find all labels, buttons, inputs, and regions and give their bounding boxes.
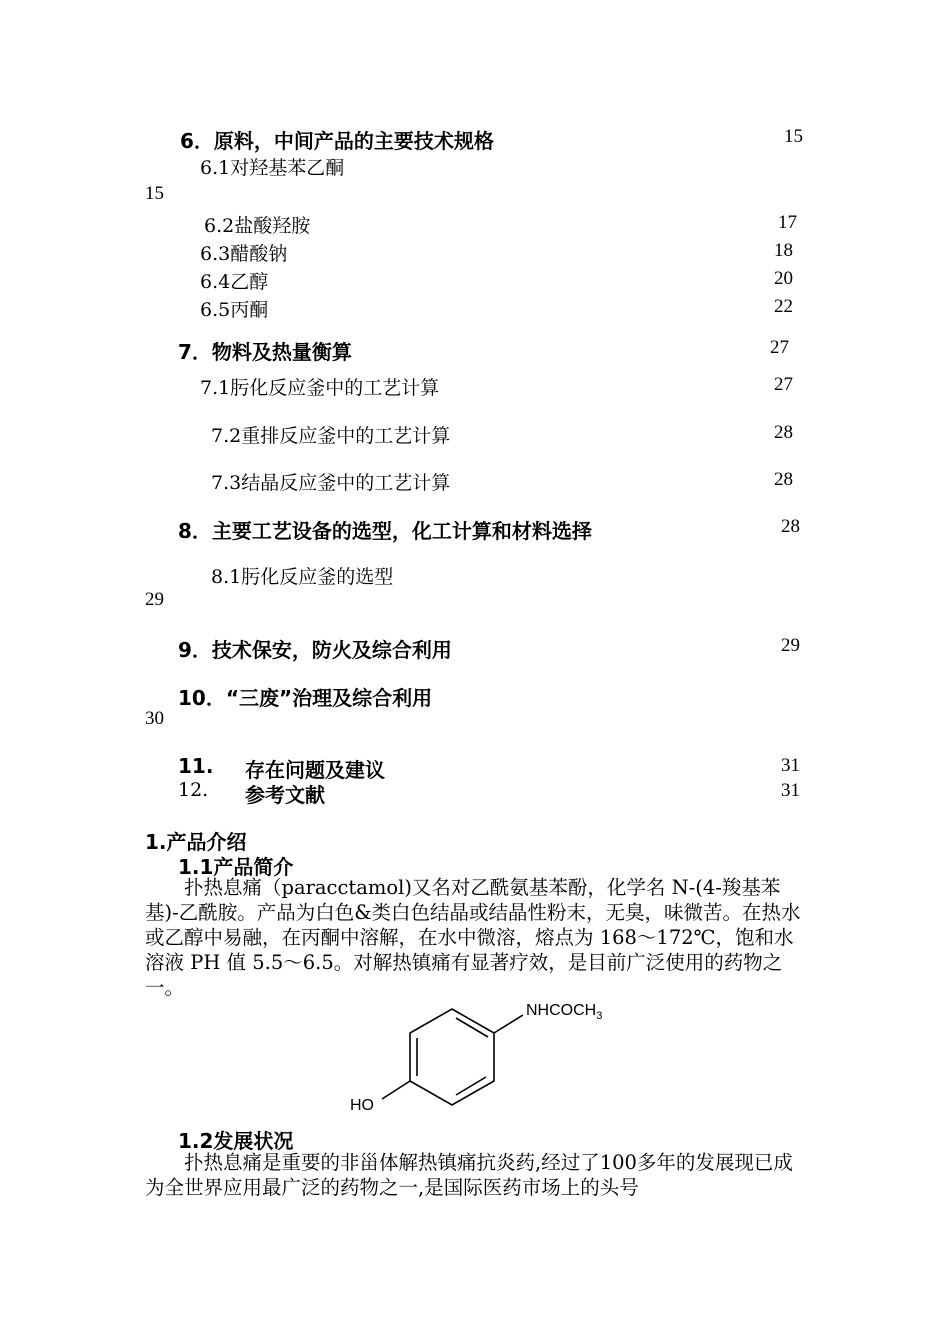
toc-page-9: 29: [781, 635, 800, 656]
toc-entry-8[interactable]: 8．主要工艺设备的选型，化工计算和材料选择: [178, 519, 592, 543]
toc-page-7-3: 28: [774, 469, 793, 490]
hydroxyl-group-label: HO: [350, 1097, 374, 1114]
section-1-2-heading: 1.2发展状况: [178, 1129, 294, 1153]
toc-page-8-1: 29: [145, 589, 164, 610]
toc-page-7-2: 28: [774, 422, 793, 443]
toc-entry-9[interactable]: 9．技术保安，防火及综合利用: [178, 638, 452, 662]
toc-entry-7-2[interactable]: 7.2重排反应釜中的工艺计算: [211, 425, 451, 447]
benzene-ring: [410, 1009, 494, 1105]
toc-entry-7-1[interactable]: 7.1肟化反应釜中的工艺计算: [200, 377, 440, 399]
toc-page-8: 28: [781, 516, 800, 537]
toc-page-7: 27: [770, 337, 789, 358]
toc-entry-7[interactable]: 7．物料及热量衡算: [178, 340, 352, 364]
section-1-1-heading: 1.1产品简介: [178, 855, 294, 879]
toc-entry-6[interactable]: 6．原料，中间产品的主要技术规格: [180, 129, 494, 153]
toc-page-11: 31: [781, 755, 800, 776]
toc-entry-6-5[interactable]: 6.5丙酮: [200, 299, 269, 321]
toc-page-6-2: 17: [778, 212, 797, 233]
paracetamol-structure-diagram: [340, 996, 640, 1121]
bond-to-amide: [494, 1015, 523, 1033]
toc-entry-6-1[interactable]: 6.1对羟基苯乙酮: [200, 157, 345, 179]
toc-entry-12[interactable]: 参考文献: [245, 783, 325, 807]
toc-entry-6-3[interactable]: 6.3醋酸钠: [200, 243, 288, 265]
toc-page-7-1: 27: [774, 374, 793, 395]
toc-number-11: 11.: [178, 754, 214, 778]
toc-entry-6-2[interactable]: 6.2盐酸羟胺: [204, 215, 311, 237]
toc-entry-10[interactable]: 10．“三废”治理及综合利用: [178, 686, 433, 710]
toc-page-12: 31: [781, 780, 800, 801]
toc-number-12: 12.: [178, 779, 209, 801]
section-1-2-paragraph: 扑热息痛是重要的非甾体解热镇痛抗炎药,经过了100多年的发展现已成为全世界应用最广泛的药物之一,是国际医药市场上的头号: [145, 1151, 793, 1199]
toc-page-6: 15: [784, 126, 803, 147]
toc-page-10: 30: [145, 708, 164, 729]
toc-page-6-1: 15: [145, 183, 164, 204]
toc-entry-8-1[interactable]: 8.1肟化反应釜的选型: [211, 566, 394, 588]
toc-entry-7-3[interactable]: 7.3结晶反应釜中的工艺计算: [211, 472, 451, 494]
section-1-heading: 1.产品介绍: [145, 830, 247, 854]
bond-to-hydroxyl: [382, 1081, 410, 1099]
toc-entry-11[interactable]: 存在问题及建议: [245, 758, 385, 782]
toc-page-6-3: 18: [774, 240, 793, 261]
toc-page-6-5: 22: [774, 296, 793, 317]
amide-group-label: $NHCOCH_3$: [526, 1002, 603, 1022]
toc-page-6-4: 20: [774, 268, 793, 289]
toc-entry-6-4[interactable]: 6.4乙醇: [200, 271, 269, 293]
section-1-1-paragraph: 扑热息痛（paracctamol)又名对乙酰氨基苯酚，化学名 N-(4-羧基苯基)-乙酰胺。产品为白色&类白色结晶或结晶性粉末，无臭，味微苦。在热水或乙醇中易融，在丙酮中溶解，在水中微溶，熔点为 168～172℃，饱和水溶液 PH 值 5.5～6.5。对解热镇痛有显著疗效，是目前广泛使用的药物之一。: [145, 876, 801, 999]
